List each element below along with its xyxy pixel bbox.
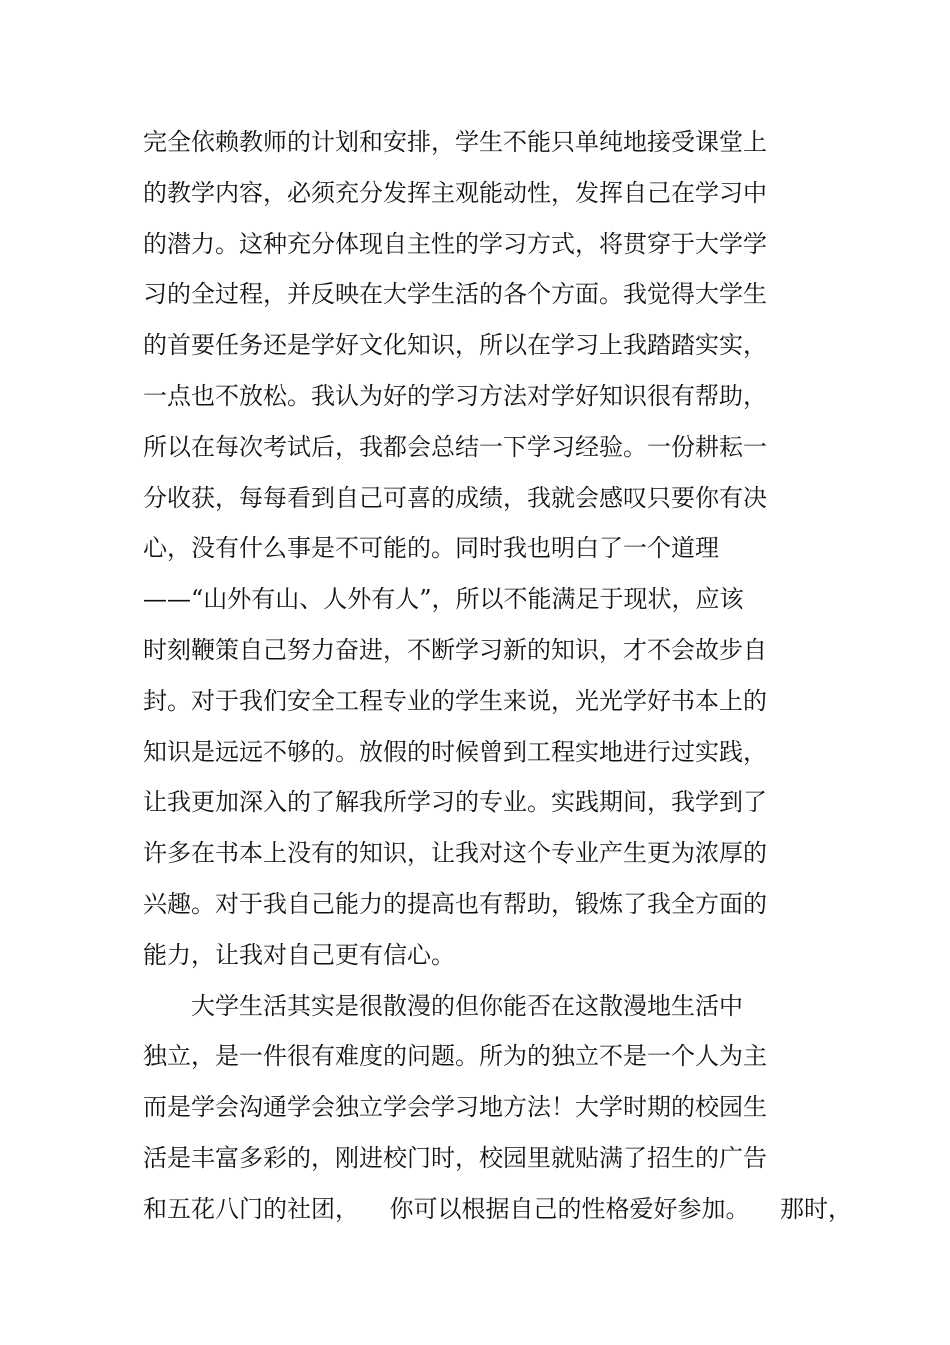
- text-line-3: 的潜力。这种充分体现自主性的学习方式，将贯穿于大学学: [143, 229, 767, 258]
- text-line-8: 分收获，每每看到自己可喜的成绩，我就会感叹只要你有决: [143, 483, 767, 512]
- paragraph-2-first-line: 大学生活其实是很散漫的但你能否在这散漫地生活中: [191, 991, 743, 1020]
- text-line-15: 许多在书本上没有的知识，让我对这个专业产生更为浓厚的: [143, 839, 767, 868]
- text-line-11: 时刻鞭策自己努力奋进，不断学习新的知识，才不会故步自: [143, 635, 767, 664]
- text-line-14: 让我更加深入的了解我所学习的专业。实践期间，我学到了: [143, 788, 767, 817]
- body-text: [143, 122, 853, 1240]
- text-line-20: 而是学会沟通学会独立学会学习地方法！大学时期的校园生: [143, 1093, 767, 1122]
- text-line-19: 独立，是一件很有难度的问题。所为的独立不是一个人为主: [143, 1042, 767, 1071]
- text-line-4: 习的全过程，并反映在大学生活的各个方面。我觉得大学生: [143, 280, 767, 309]
- text-line-7: 所以在每次考试后，我都会总结一下学习经验。一份耕耘一: [143, 432, 767, 461]
- text-line-5: 的首要任务还是学好文化知识，所以在学习上我踏踏实实，: [143, 331, 767, 360]
- text-line-12: 封。对于我们安全工程专业的学生来说，光光学好书本上的: [143, 686, 767, 715]
- text-line-9: 心，没有什么事是不可能的。同时我也明白了一个道理: [143, 534, 719, 563]
- text-line-1: 完全依赖教师的计划和安排，学生不能只单纯地接受课堂上: [143, 128, 767, 156]
- text-line-2: 的教学内容，必须充分发挥主观能动性，发挥自己在学习中: [143, 178, 767, 207]
- text-line-10: ——“山外有山、人外有人”，所以不能满足于现状，应该: [143, 585, 744, 614]
- text-line-16: 兴趣。对于我自己能力的提高也有帮助，锻炼了我全方面的: [143, 889, 767, 918]
- text-line-13: 知识是远远不够的。放假的时候曾到工程实地进行过实践，: [143, 737, 767, 766]
- text-line-21: 活是丰富多彩的，刚进校门时，校园里就贴满了招生的广告: [143, 1143, 767, 1172]
- text-line-22: 和五花八门的社团， 你可以根据自己的性格爱好参加。 那时，: [143, 1194, 853, 1223]
- text-line-17: 能力，让我对自己更有信心。: [143, 940, 455, 969]
- text-line-6: 一点也不放松。我认为好的学习方法对学好知识很有帮助，: [143, 381, 767, 410]
